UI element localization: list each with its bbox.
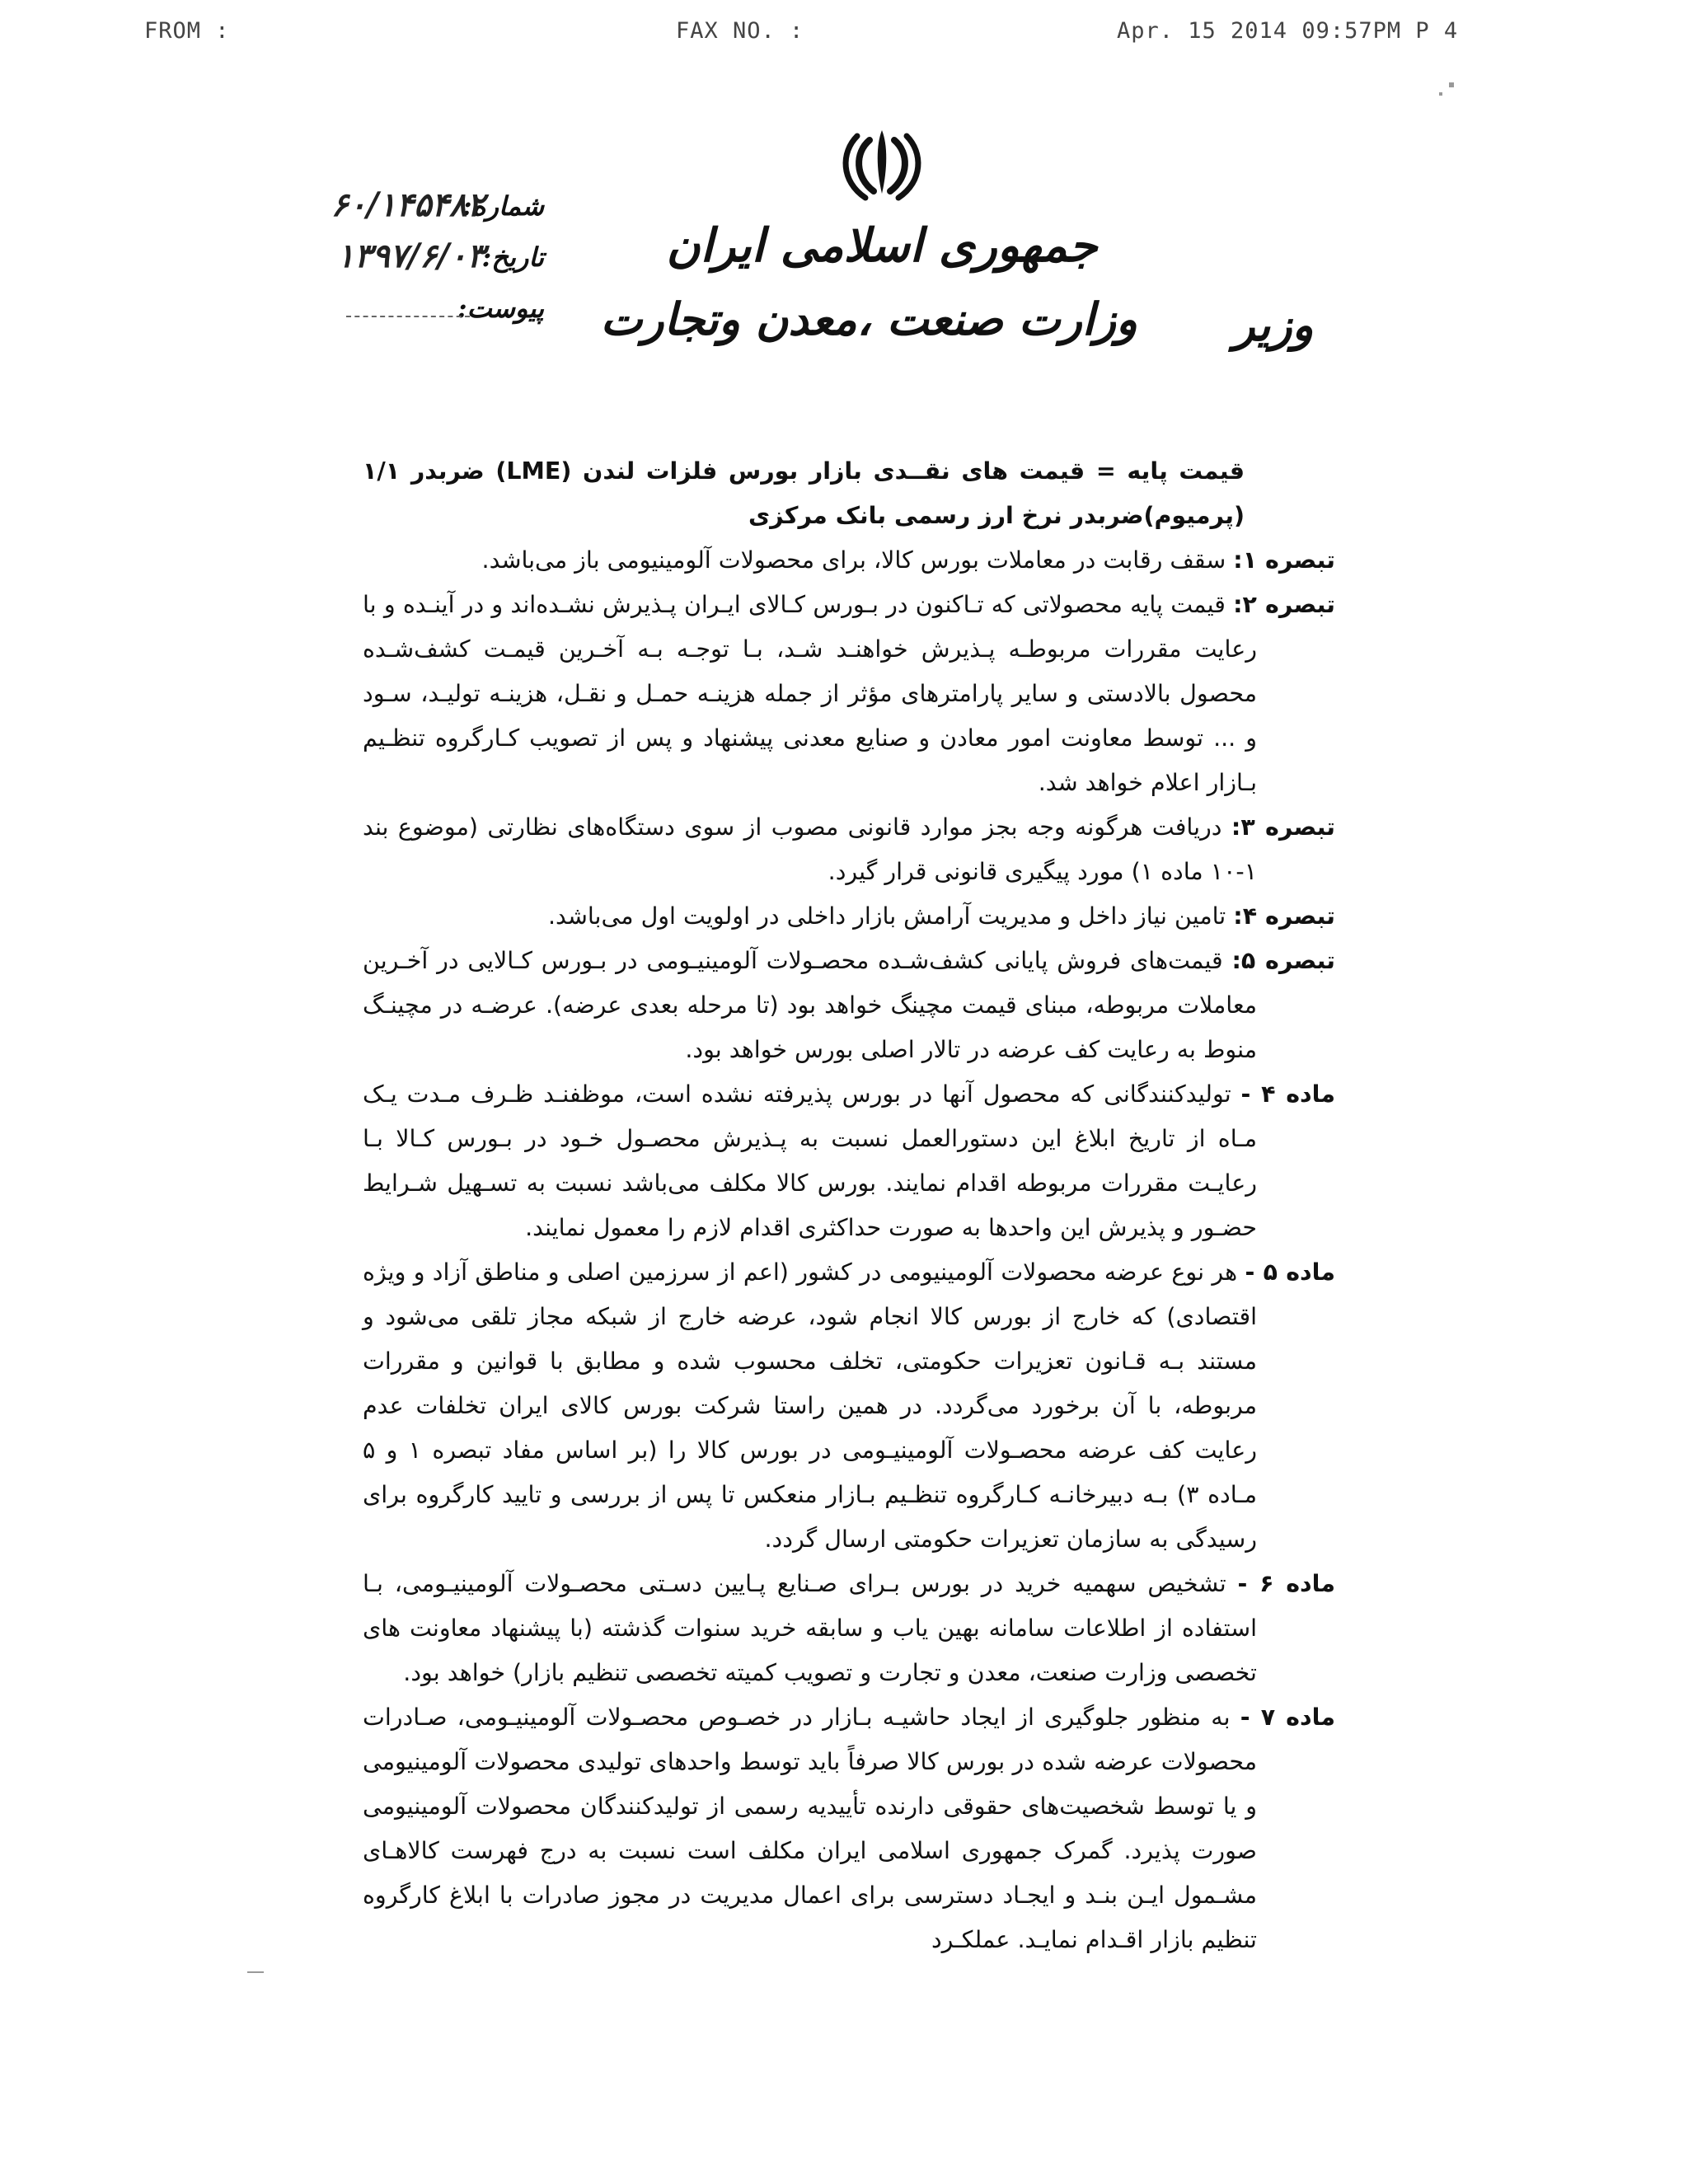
paragraph-label: تبصره ۵: (1231, 947, 1335, 974)
paragraph-label: ماده ۴ - (1240, 1080, 1335, 1108)
letter-body (363, 449, 1335, 1962)
paragraph-label: تبصره ۴: (1233, 902, 1335, 930)
body-paragraph (363, 1695, 1335, 1962)
paragraph-label: ماده ۶ - (1237, 1570, 1335, 1597)
paragraph-label: ماده ۷ - (1240, 1704, 1335, 1731)
body-paragraph (363, 805, 1335, 894)
country-name: جمهوری اسلامی ایران (666, 218, 1098, 273)
paragraph-text: دریافت هرگونه وجه بجز موارد قانونی مصوب از سوی دستگاه‌های نظارتی (موضوع بند ۱-۱۰ ماده ۱) مورد پیگیری قانونی قرار گیرد. (363, 813, 1257, 885)
body-paragraph (363, 1250, 1335, 1562)
meta-date-label: تاریخ: (481, 241, 544, 273)
meta-date (272, 237, 544, 288)
fax-date: Apr. 15 2014 09:57PM P 4 (1117, 18, 1459, 44)
fax-from: FROM : (144, 18, 230, 44)
letter-meta (272, 185, 544, 339)
meta-number-value: ۶۰/۱۴۵۴۸۲ (331, 185, 485, 224)
meta-number-label: شماره: (462, 190, 544, 222)
paragraph-text: به منظور جلوگیری از ایجاد حاشیـه بـازار در خصـوص محصـولات آلومینیـومی، صـادرات محصولات عرضه شده در بورس کالا صرفاً باید توسط واحدهای تولیدی محصولات آلومینیومی و یا توسط شخصیت‌های حقوقی دارنده تأییدیه رسمی از تولیدکنندگان محصولات آلومینیومی صورت پذیرد. گمرک جمهوری اسلامی ایران مکلف است نسبت به درج فهرست کالاهـای مشـمول ایـن بنـد و ایجـاد دسترسی برای اعمال مدیریت در مجوز صادرات با ابلاغ کارگروه تنظیم بازار اقـدام نمایـد. عملکـرد (363, 1704, 1257, 1953)
body-paragraph (363, 939, 1335, 1072)
scan-speck (247, 1971, 264, 1973)
iran-emblem-icon (837, 124, 927, 202)
meta-date-value: ۱۳۹۷/۶/۰۳ (336, 237, 485, 275)
meta-number (272, 185, 544, 237)
ministry-name: وزارت صنعت ،معدن وتجارت (600, 293, 1137, 345)
paragraph-label: تبصره ۳: (1231, 813, 1335, 841)
paragraph-label: تبصره ۲: (1233, 591, 1335, 618)
scan-speck (1449, 82, 1454, 87)
body-paragraph (363, 1562, 1335, 1695)
paragraph-text: هر نوع عرضه محصولات آلومینیومی در کشور (اعم از سرزمین اصلی و مناطق آزاد و ویژه اقتصادی) که خارج از بورس کالا انجام شود، عرضه خارج از شبکه مجاز تلقی می‌شود و مستند بـه قـانون تعزیرات حکومتی، تخلف محسوب شده و مطابق با قوانین و مقررات مربوطه، با آن برخورد می‌گردد. در همین راستا شرکت بورس کالای ایران تخلفات عدم رعایت کف عرضه محصـولات آلومینیـومی در بورس کالا را (بر اساس مفاد تبصره ۱ و ۵ مـاده ۳) بـه دبیرخانـه کـارگروه تنظـیم بـازار منعکس تا پس از بررسی و تایید کارگروه برای رسیدگی به سازمان تعزیرات حکومتی ارسال گردد. (363, 1258, 1257, 1553)
body-paragraph (363, 538, 1335, 583)
paragraph-text: تشخیص سهمیه خرید در بورس بـرای صـنایع پـایین دسـتی محصـولات آلومینیـومی، بـا استفاده از اطلاعات سامانه بهین یاب و سابقه خرید سنوات گذشته (با پیشنهاد معاونت های تخصصی وزارت صنعت، معدن و تجارت و تصویب کمیته تخصصی تنظیم بازار) خواهد بود. (363, 1570, 1257, 1686)
meta-attachment-line (346, 316, 470, 317)
paragraph-text: سقف رقابت در معاملات بورس کالا، برای محصولات آلومینیومی باز می‌باشد. (481, 546, 1226, 574)
fax-number-label: FAX NO. : (676, 18, 804, 44)
body-paragraph (363, 1072, 1335, 1250)
paragraph-text: قیمت پایه محصولاتی که تـاکنون در بـورس کـالای ایـران پـذیرش نشـده‌اند و در آینـده و با رعایت مقررات مربوطـه پـذیرش خواهنـد شـد، بـا توجـه بـه آخـرین قیمـت کشف‌شـده محصول بالادستی و سایر پارامترهای مؤثر از جمله هزینـه حمـل و نقـل، هزینـه تولیـد، سـود و ... توسط معاونت امور معادن و صنایع معدنی پیشنهاد و پس از تصویب کـارگروه تنظـیم بـازار اعلام خواهد شد. (363, 591, 1257, 796)
meta-attachment-label: پیوست: (457, 293, 544, 324)
meta-attachment (272, 288, 544, 339)
body-paragraph (363, 894, 1335, 939)
scan-speck (1439, 92, 1442, 96)
minister-title: وزیر (1233, 298, 1314, 351)
fax-header (0, 18, 1688, 51)
paragraph-text: قیمت‌های فروش پایانی کشف‌شـده محصـولات آلومینیـومی در بـورس کـالایی در آخـرین معاملات مربوطه، مبنای قیمت مچینگ خواهد بود (تا مرحله بعدی عرضه). عرضـه در مچینـگ منوط به رعایت کف عرضه در تالار اصلی بورس خواهد بود. (363, 947, 1257, 1063)
paragraph-text: تامین نیاز داخل و مدیریت آرامش بازار داخلی در اولویت اول می‌باشد. (547, 902, 1226, 930)
body-heading: قیمت پایه = قیمت های نقــدی بازار بورس فلزات لندن (LME) ضربدر ۱/۱ (پرمیوم)ضربدر نرخ ارز رسمی بانک مرکزی (363, 457, 1245, 529)
paragraph-label: ماده ۵ - (1245, 1258, 1335, 1286)
body-paragraph (363, 583, 1335, 805)
letterhead (0, 124, 1688, 371)
paragraph-text: تولیدکنندگانی که محصول آنها در بورس پذیرفته نشده است، موظفنـد ظـرف مـدت یـک مـاه از تاریخ ابلاغ این دستورالعمل نسبت به پـذیرش محصـول خـود در بـورس کـالا بـا رعایـت مقررات مربوطه اقدام نمایند. بورس کالا مکلف می‌باشد نسبت به تسـهیل شـرایط حضـور و پذیرش این واحدها به صورت حداکثری اقدام لازم را معمول نمایند. (363, 1080, 1257, 1241)
paragraph-label: تبصره ۱: (1233, 546, 1335, 574)
